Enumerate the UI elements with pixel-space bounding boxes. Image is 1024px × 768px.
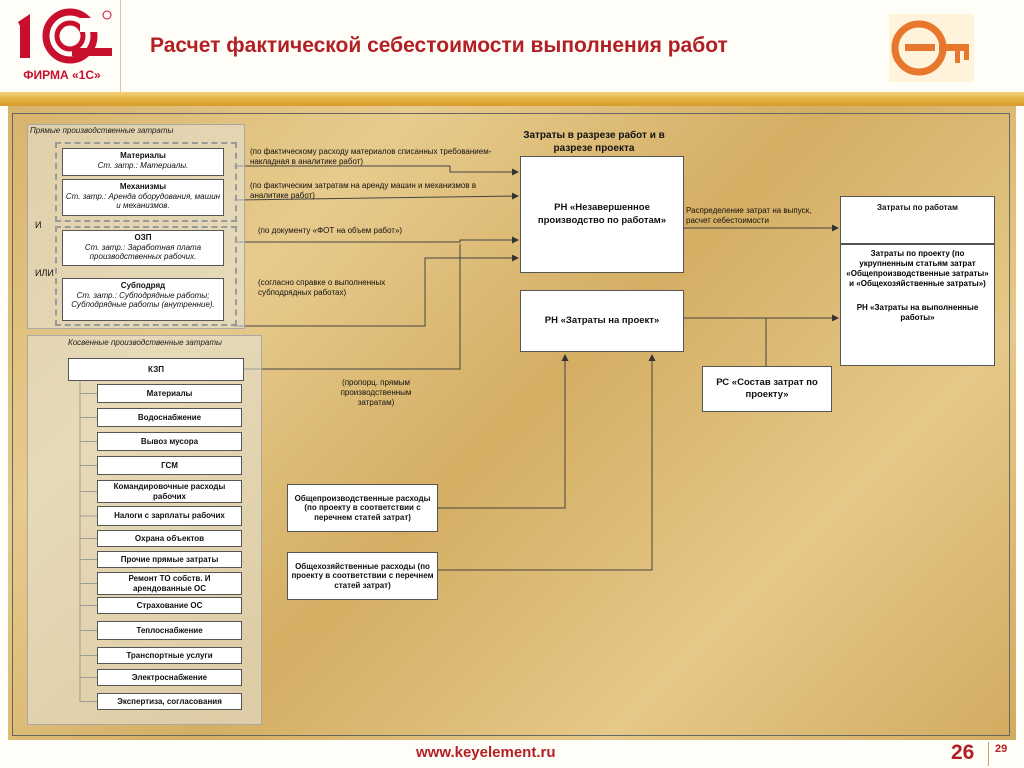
indirect-item[interactable]: Ремонт ТО собств. И арендованные ОС [97, 572, 242, 595]
page-number: 26 [951, 741, 975, 764]
mechanisms-note: (по фактическим затратам на аренду машин и механизмов в аналитике работ) [250, 181, 477, 200]
page-title: Расчет фактической себестоимости выполнения работ [150, 34, 728, 57]
project-costs-register-box[interactable]: РН «Затраты на проект» [520, 290, 684, 352]
costs-by-works-box[interactable]: Затраты по работам [840, 196, 995, 244]
indirect-item[interactable]: Транспортные услуги [97, 647, 242, 664]
materials-box[interactable] [62, 148, 224, 176]
ozp-title: ОЗП [134, 233, 152, 242]
subcontract-note: (согласно справке о выполненных субподрядных работах) [258, 278, 386, 297]
or-label: ИЛИ [35, 268, 54, 278]
ozp-subtitle: Ст. затр.: Заработная плата производственных рабочих. [84, 242, 202, 262]
ozp-box[interactable] [62, 230, 224, 266]
logo-firm-text: ФИРМА «1С» [23, 68, 101, 82]
proportional-note: (пропорц. прямым производственным затратам) [340, 378, 412, 407]
indirect-item[interactable]: ГСМ [97, 456, 242, 475]
indirect-item[interactable]: Прочие прямые затраты [97, 551, 242, 568]
indirect-item[interactable]: Экспертиза, согласования [97, 693, 242, 710]
indirect-item[interactable]: Командировочные расходы рабочих [97, 480, 242, 503]
page-total: 29 [995, 743, 1008, 755]
distribution-note: Распределение затрат на выпуск, расчет себестоимости [686, 206, 812, 225]
indirect-item[interactable]: Водоснабжение [97, 408, 242, 427]
ozp-note: (по документу «ФОТ на объем работ») [258, 226, 403, 235]
materials-subtitle: Ст. затр.: Материалы. [97, 160, 189, 170]
indirect-item[interactable]: Страхование ОС [97, 597, 242, 614]
wip-register-box[interactable]: РН «Незавершенное производство по работам» [520, 156, 684, 273]
materials-note: (по фактическому расходу материалов списанных требованием-накладная в аналитике работ) [250, 147, 492, 166]
indirect-item[interactable]: Вывоз мусора [97, 432, 242, 451]
footer-divider [988, 742, 989, 766]
mechanisms-box[interactable] [62, 179, 224, 216]
indirect-item[interactable]: Налоги с зарплаты рабочих [97, 506, 242, 526]
indirect-costs-label: Косвенные производственные затраты [68, 338, 222, 347]
composition-register-box[interactable]: РС «Состав затрат по проекту» [702, 366, 832, 412]
central-header: Затраты в разрезе работ и в разрезе проекта [523, 130, 665, 154]
general-business-box[interactable]: Общехозяйственные расходы (по проекту в соответствии с перечнем статей затрат) [287, 552, 438, 600]
and-label: И [35, 220, 42, 230]
indirect-item[interactable]: Охрана объектов [97, 530, 242, 547]
mechanisms-title: Механизмы [119, 182, 167, 191]
subcontract-title: Субподряд [120, 281, 166, 290]
subcontract-subtitle: Ст. затр.: Субподрядные работы; Субподрядные работы (внутренние). [71, 290, 215, 310]
mechanisms-subtitle: Ст. затр.: Аренда оборудования, машин и механизмов. [65, 191, 221, 211]
completed-works-register-text: РН «Затраты на выполненные работы» [856, 303, 979, 322]
footer-url[interactable]: www.keyelement.ru [416, 744, 556, 761]
kzp-box[interactable]: КЗП [68, 358, 244, 381]
materials-title: Материалы [120, 151, 166, 160]
general-production-box[interactable]: Общепроизводственные расходы (по проекту в соответствии с перечнем статей затрат) [287, 484, 438, 532]
costs-by-project-text: Затраты по проекту (по укрупненным статьям затрат «Общепроизводственные затраты» и «Общехозяйственные затраты») [846, 249, 989, 288]
indirect-item[interactable]: Материалы [97, 384, 242, 403]
direct-costs-label: Прямые производственные затраты [30, 126, 174, 135]
costs-by-project-box[interactable] [840, 244, 995, 366]
indirect-item[interactable]: Электроснабжение [97, 669, 242, 686]
subcontract-box[interactable] [62, 278, 224, 321]
indirect-item[interactable]: Теплоснабжение [97, 621, 242, 640]
